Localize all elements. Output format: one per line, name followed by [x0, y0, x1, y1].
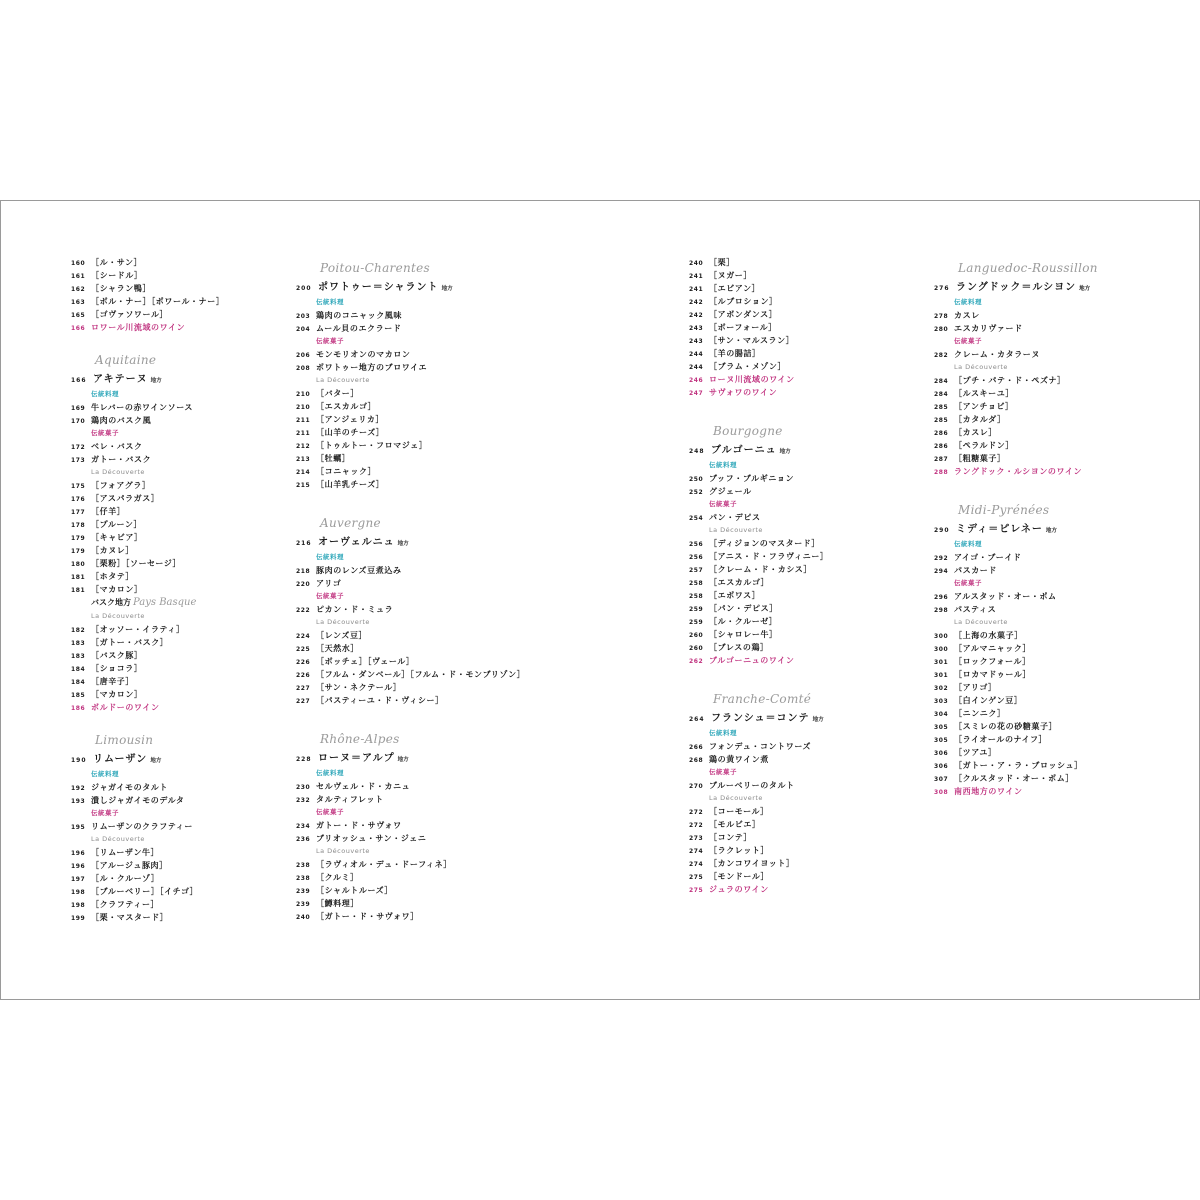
list-item: 250 ブッフ・ブルギニョン [689, 474, 795, 483]
basque-subtitle: バスク地方 Pays Basque [91, 597, 197, 608]
list-item: 280 エスカリヴァード [934, 324, 1023, 333]
dessert-label: 伝統菓子 [316, 592, 344, 600]
list-item: 210 ［バター］ [296, 389, 359, 398]
list-item: 196 ［リムーザン牛］ [71, 848, 160, 857]
region-title: 290 ミディ＝ピレネー 地方 [934, 524, 1057, 535]
list-item: 287 ［粗糖菓子］ [934, 454, 1006, 463]
list-item: 252 グジェール [689, 487, 752, 496]
region-script-title: Poitou-Charentes [320, 261, 430, 275]
list-item: 243 ［ボーフォール］ [689, 323, 777, 332]
region-title: 248 ブルゴーニュ 地方 [689, 445, 791, 456]
list-item-wine: 262 ブルゴーニュのワイン [689, 656, 795, 665]
list-item: 177 ［仔羊］ [71, 507, 126, 516]
list-item: 272 ［コーモール］ [689, 807, 769, 816]
list-item: 284 ［プチ・パテ・ド・ペズナ］ [934, 376, 1066, 385]
column-4 [934, 256, 1164, 798]
region-script-title: Bourgogne [713, 424, 783, 438]
list-item: 225 ［天然水］ [296, 644, 359, 653]
region-script-title: Auvergne [320, 516, 381, 530]
section-bourgogne [689, 419, 919, 667]
list-item: 220 アリゴ [296, 579, 342, 588]
cuisine-label: 伝統料理 [316, 298, 344, 306]
list-item: 227 ［サン・ネクテール］ [296, 683, 402, 692]
region-script-title: Languedoc-Roussillon [958, 261, 1098, 275]
list-item: 196 ［アルージュ豚肉］ [71, 861, 168, 870]
list-item: 214 ［コニャック］ [296, 467, 377, 476]
decouverte-label: La Découverte [709, 794, 763, 802]
list-item: 226 ［ボッチェ］［ヴェール］ [296, 657, 415, 666]
list-item: 212 ［トゥルトー・フロマジェ］ [296, 441, 428, 450]
list-item: 185 ［マカロン］ [71, 690, 143, 699]
section-aquitaine [71, 348, 301, 714]
dessert-label: 伝統菓子 [91, 429, 119, 437]
column-1 [71, 256, 301, 924]
list-item: 259 ［ル・クルーゼ］ [689, 617, 778, 626]
list-item: 165 ［ゴヴァソワール］ [71, 310, 169, 319]
list-item: 193 潰しジャガイモのデルタ [71, 796, 185, 805]
list-item-wine: 275 ジュラのワイン [689, 885, 769, 894]
list-item: 238 ［クルミ］ [296, 873, 359, 882]
list-item: 273 ［コンテ］ [689, 833, 752, 842]
list-item: 257 ［クレーム・ド・カシス］ [689, 565, 812, 574]
region-title: 166 アキテーヌ 地方 [71, 374, 162, 385]
list-item: 197 ［ル・クルーゾ］ [71, 874, 160, 883]
list-item: 244 ［ブラム・メゾン］ [689, 362, 787, 371]
list-item: 192 ジャガイモのタルト [71, 783, 168, 792]
region-script-title: Aquitaine [95, 353, 157, 367]
list-item: 218 豚肉のレンズ豆煮込み [296, 566, 402, 575]
decouverte-label: La Découverte [954, 618, 1008, 626]
section-franche-comte [689, 687, 919, 896]
list-item: 258 ［エポワス］ [689, 591, 761, 600]
list-item: 160 ［ル・サン］ [71, 258, 143, 267]
list-item: 215 ［山羊乳チーズ］ [296, 480, 385, 489]
decouverte-label: La Découverte [316, 618, 370, 626]
list-item: 183 ［バスク豚］ [71, 651, 143, 660]
list-item: 305 ［ライオールのナイフ］ [934, 735, 1048, 744]
list-item: 179 ［カヌレ］ [71, 546, 134, 555]
section-auvergne [296, 511, 526, 707]
list-item: 208 ポワトゥー地方のブロワイエ [296, 363, 428, 372]
list-item: 198 ［ブルーベリー］［イチゴ］ [71, 887, 199, 896]
col1-top-list [71, 256, 301, 334]
dessert-label: 伝統菓子 [954, 579, 982, 587]
list-item: 163 ［ボル・ナー］［ポワール・ナー］ [71, 297, 225, 306]
decouverte-label: La Découverte [709, 526, 763, 534]
list-item: 242 ［ルブロション］ [689, 297, 778, 306]
dessert-label: 伝統菓子 [316, 808, 344, 816]
dessert-label: 伝統菓子 [709, 768, 737, 776]
list-item: 258 ［エスカルゴ］ [689, 578, 770, 587]
dessert-label: 伝統菓子 [316, 337, 344, 345]
list-item: 306 ［ガトー・ア・ラ・ブロッシュ］ [934, 761, 1083, 770]
cuisine-label: 伝統料理 [91, 390, 119, 398]
list-item: 304 ［ニンニク］ [934, 709, 1006, 718]
list-item: 256 ［ディジョンのマスタード］ [689, 539, 820, 548]
list-item: 303 ［白インゲン豆］ [934, 696, 1023, 705]
list-item: 294 パスカード [934, 566, 997, 575]
column-3 [689, 256, 919, 896]
section-midi-pyrenees [934, 498, 1164, 798]
list-item: 176 ［アスパラガス］ [71, 494, 160, 503]
decouverte-label: La Découverte [316, 847, 370, 855]
list-item: 241 ［エビアン］ [689, 284, 761, 293]
list-item: 241 ［ヌガー］ [689, 271, 752, 280]
cuisine-label: 伝統料理 [316, 769, 344, 777]
book-spread [0, 200, 1200, 1000]
list-item-wine: 246 ローヌ川流域のワイン [689, 375, 795, 384]
list-item: 173 ガトー・バスク [71, 455, 152, 464]
list-item: 278 カスレ [934, 311, 980, 320]
list-item: 238 ［ラヴィオル・デュ・ドーフィネ］ [296, 860, 452, 869]
section-poitou [296, 256, 526, 491]
list-item: 236 ブリオッシュ・サン・ジェニ [296, 834, 427, 843]
dessert-label: 伝統菓子 [91, 809, 119, 817]
list-item: 254 パン・デピス [689, 513, 761, 522]
list-item: 296 アルスタッド・オー・ポム [934, 592, 1057, 601]
cuisine-label: 伝統料理 [316, 553, 344, 561]
list-item: 302 ［アリゴ］ [934, 683, 997, 692]
list-item: 239 ［鱒料理］ [296, 899, 359, 908]
decouverte-label: La Découverte [91, 835, 145, 843]
dessert-label: 伝統菓子 [709, 500, 737, 508]
list-item: 286 ［カスレ］ [934, 428, 997, 437]
list-item: 224 ［レンズ豆］ [296, 631, 368, 640]
list-item: 178 ［プルーン］ [71, 520, 143, 529]
region-title: 200 ポワトゥー＝シャラント 地方 [296, 282, 453, 293]
list-item: 181 ［ホタテ］ [71, 572, 134, 581]
section-rhone-alpes [296, 727, 526, 923]
list-item: 301 ［ロカマドゥール］ [934, 670, 1032, 679]
list-item: 259 ［パン・デピス］ [689, 604, 778, 613]
list-item: 180 ［栗粉］［ソーセージ］ [71, 559, 182, 568]
list-item: 266 フォンデュ・コントワーズ [689, 742, 812, 751]
list-item: 222 ピカン・ド・ミュラ [296, 605, 394, 614]
section-languedoc [934, 256, 1164, 478]
list-item: 242 ［アボンダンス］ [689, 310, 778, 319]
list-item-wine: 308 南西地方のワイン [934, 787, 1023, 796]
list-item: 274 ［カンコワイヨット］ [689, 859, 795, 868]
list-item: 270 ブルーベリーのタルト [689, 781, 795, 790]
list-item: 285 ［アンチョビ］ [934, 402, 1014, 411]
list-item: 298 パスティス [934, 605, 997, 614]
list-item-wine: 288 ラングドック・ルシヨンのワイン [934, 467, 1083, 476]
list-item: 307 ［クルスタッド・オー・ポム］ [934, 774, 1074, 783]
list-item: 181 ［マカロン］ [71, 585, 143, 594]
region-title: 276 ラングドック＝ルシヨン 地方 [934, 282, 1091, 293]
list-item: 232 タルティフレット [296, 795, 384, 804]
col3-top-list [689, 256, 919, 399]
column-2 [296, 256, 526, 923]
list-item: 300 ［上海の水菓子］ [934, 631, 1023, 640]
list-item: 230 セルヴェル・ド・カニュ [296, 782, 411, 791]
list-item: 184 ［唐辛子］ [71, 677, 134, 686]
region-title: 216 オーヴェルニュ 地方 [296, 537, 409, 548]
region-title: 228 ローヌ＝アルプ 地方 [296, 753, 409, 764]
list-item: 211 ［山羊のチーズ］ [296, 428, 385, 437]
section-limousin [71, 728, 301, 924]
region-title: 190 リムーザン 地方 [71, 754, 162, 765]
region-script-title: Franche-Comté [713, 692, 812, 706]
list-item: 240 ［栗］ [689, 258, 735, 267]
list-item: 203 鶏肉のコニャック風味 [296, 311, 402, 320]
list-item: 172 ベレ・バスク [71, 442, 143, 451]
list-item: 256 ［アニス・ド・フラヴィニー］ [689, 552, 829, 561]
cuisine-label: 伝統料理 [91, 770, 119, 778]
list-item: 210 ［エスカルゴ］ [296, 402, 377, 411]
list-item: 162 ［シャラン鴨］ [71, 284, 152, 293]
list-item: 285 ［カタルダ］ [934, 415, 1006, 424]
list-item: 175 ［フォアグラ］ [71, 481, 151, 490]
list-item: 226 ［フルム・ダンベール］［フルム・ド・モンブリゾン］ [296, 670, 526, 679]
list-item: 183 ［ガトー・バスク］ [71, 638, 169, 647]
list-item: 195 リムーザンのクラフティー [71, 822, 193, 831]
cuisine-label: 伝統料理 [954, 298, 982, 306]
list-item: 243 ［サン・マルスラン］ [689, 336, 795, 345]
list-item-wine: 166 ロワール川流域のワイン [71, 323, 186, 332]
dessert-label: 伝統菓子 [954, 337, 982, 345]
cuisine-label: 伝統料理 [709, 729, 737, 737]
list-item: 179 ［キャビア］ [71, 533, 143, 542]
list-item: 260 ［ブレスの鶏］ [689, 643, 769, 652]
list-item: 292 アイゴ・ブーイド [934, 553, 1022, 562]
list-item: 182 ［オッソー・イラティ］ [71, 625, 185, 634]
list-item: 305 ［スミレの花の砂糖菓子］ [934, 722, 1058, 731]
list-item: 240 ［ガトー・ド・サヴォワ］ [296, 912, 419, 921]
cuisine-label: 伝統料理 [709, 461, 737, 469]
region-title: 264 フランシュ＝コンテ 地方 [689, 713, 824, 724]
list-item: 275 ［モンドール］ [689, 872, 770, 881]
list-item: 198 ［クラフティー］ [71, 900, 160, 909]
list-item: 204 ムール貝のエクラード [296, 324, 402, 333]
list-item: 301 ［ロックフォール］ [934, 657, 1031, 666]
list-item: 234 ガトー・ド・サヴォワ [296, 821, 402, 830]
region-script-title: Midi-Pyrénées [958, 503, 1050, 517]
list-item: 260 ［シャロレー牛］ [689, 630, 778, 639]
list-item: 211 ［アンジェリカ］ [296, 415, 385, 424]
list-item: 282 クレーム・カタラーヌ [934, 350, 1040, 359]
list-item: 170 鶏肉のバスク風 [71, 416, 152, 425]
list-item: 274 ［ラクレット］ [689, 846, 770, 855]
list-item: 268 鶏の黄ワイン煮 [689, 755, 769, 764]
list-item: 306 ［ツアユ］ [934, 748, 997, 757]
list-item: 161 ［シードル］ [71, 271, 143, 280]
cuisine-label: 伝統料理 [954, 540, 982, 548]
list-item: 272 ［モルビエ］ [689, 820, 761, 829]
decouverte-label: La Découverte [954, 363, 1008, 371]
list-item-wine: 247 サヴォワのワイン [689, 388, 778, 397]
decouverte-label: La Découverte [316, 376, 370, 384]
list-item: 239 ［シャルトルーズ］ [296, 886, 393, 895]
list-item: 300 ［アルマニャック］ [934, 644, 1032, 653]
region-script-title: Limousin [95, 733, 154, 747]
list-item-wine: 186 ボルドーのワイン [71, 703, 160, 712]
list-item: 227 ［パスティーユ・ド・ヴィシー］ [296, 696, 444, 705]
list-item: 169 牛レバーの赤ワインソース [71, 403, 193, 412]
list-item: 286 ［ペラルドン］ [934, 441, 1014, 450]
list-item: 213 ［牡蠣］ [296, 454, 351, 463]
decouverte-label: La Découverte [91, 612, 145, 620]
decouverte-label: La Découverte [91, 468, 145, 476]
list-item: 284 ［ルスキーユ］ [934, 389, 1014, 398]
list-item: 244 ［羊の腸詰］ [689, 349, 761, 358]
region-script-title: Rhône-Alpes [320, 732, 400, 746]
list-item: 206 モンモリオンのマカロン [296, 350, 411, 359]
list-item: 184 ［ショコラ］ [71, 664, 143, 673]
list-item: 199 ［栗・マスタード］ [71, 913, 169, 922]
